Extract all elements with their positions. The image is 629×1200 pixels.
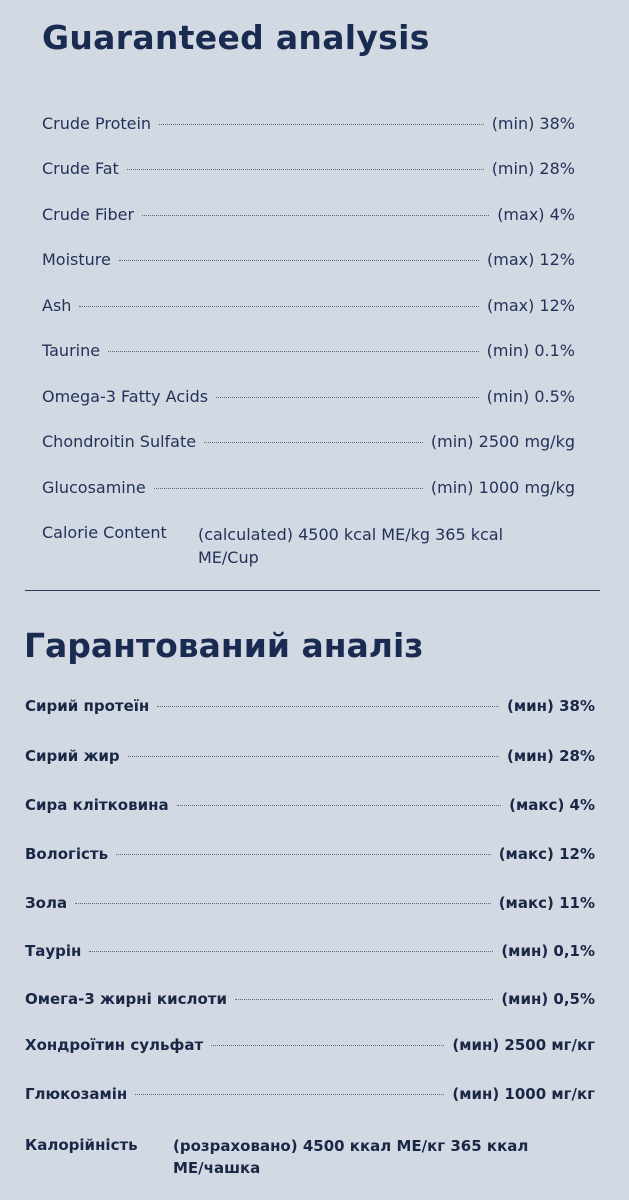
nutrient-value: (макс) 11%	[498, 894, 595, 912]
analysis-row	[42, 296, 575, 315]
nutrient-value: (мин) 38%	[507, 697, 595, 715]
nutrient-value: (max) 12%	[487, 296, 575, 315]
analysis-row	[25, 1036, 595, 1054]
dot-leader	[75, 903, 491, 904]
nutrient-label: Зола	[25, 894, 68, 912]
nutrient-label: Сирий жир	[25, 747, 120, 765]
nutrient-label: Crude Fiber	[42, 205, 135, 224]
analysis-row	[25, 1085, 595, 1103]
analysis-row	[25, 942, 595, 960]
section-title-en: Guaranteed analysis	[42, 18, 430, 57]
dot-leader	[119, 260, 479, 261]
nutrient-value: (мин) 28%	[507, 747, 595, 765]
nutrient-label: Глюкозамін	[25, 1085, 128, 1103]
nutrient-value: (min) 0.5%	[486, 387, 575, 406]
nutrient-label: Сирий протеїн	[25, 697, 150, 715]
nutrient-value: (мин) 0,5%	[501, 990, 595, 1008]
nutrient-value: (max) 12%	[487, 250, 575, 269]
calorie-value: (розраховано) 4500 ккал МЕ/кг 365 ккал МЕ/чашка	[173, 1137, 529, 1177]
nutrient-label: Omega-3 Fatty Acids	[42, 387, 209, 406]
nutrient-label: Crude Fat	[42, 159, 119, 178]
dot-leader	[154, 488, 423, 489]
analysis-row	[25, 990, 595, 1008]
dot-leader	[177, 805, 502, 806]
dot-leader	[108, 351, 479, 352]
nutrient-value: (min) 28%	[491, 159, 575, 178]
nutrient-value: (мин) 2500 мг/кг	[452, 1036, 595, 1054]
dot-leader	[216, 397, 479, 398]
calorie-label: Калорійність	[25, 1136, 138, 1154]
nutrient-value: (мин) 1000 мг/кг	[452, 1085, 595, 1103]
nutrient-label: Glucosamine	[42, 478, 146, 497]
dot-leader	[157, 706, 499, 707]
nutrient-label: Хондроїтин сульфат	[25, 1036, 204, 1054]
dot-leader	[211, 1045, 444, 1046]
nutrient-label: Омега-3 жирні кислоти	[25, 990, 228, 1008]
dot-leader	[79, 306, 479, 307]
analysis-row	[42, 159, 575, 178]
nutrient-value: (макс) 4%	[509, 796, 595, 814]
dot-leader	[142, 215, 489, 216]
analysis-row	[42, 478, 575, 497]
dot-leader	[204, 442, 423, 443]
analysis-row	[42, 432, 575, 451]
nutrient-value: (max) 4%	[497, 205, 575, 224]
nutrient-label: Вологість	[25, 845, 109, 863]
analysis-row	[25, 894, 595, 912]
analysis-row	[25, 747, 595, 765]
calorie-label: Calorie Content	[42, 523, 167, 542]
dot-leader	[235, 999, 493, 1000]
nutrient-label: Таурін	[25, 942, 82, 960]
dot-leader	[159, 124, 484, 125]
dot-leader	[116, 854, 491, 855]
nutrient-value: (макс) 12%	[498, 845, 595, 863]
nutrient-label: Ash	[42, 296, 72, 315]
nutrient-value: (min) 1000 mg/kg	[430, 478, 575, 497]
analysis-row	[25, 796, 595, 814]
dot-leader	[89, 951, 493, 952]
nutrient-label: Crude Protein	[42, 114, 152, 133]
dot-leader	[135, 1094, 444, 1095]
section-divider	[25, 590, 600, 591]
analysis-row	[42, 341, 575, 360]
nutrient-value: (min) 0.1%	[486, 341, 575, 360]
nutrient-value: (min) 38%	[491, 114, 575, 133]
nutrient-label: Taurine	[42, 341, 101, 360]
analysis-row	[42, 205, 575, 224]
nutrient-label: Chondroitin Sulfate	[42, 432, 197, 451]
nutrient-value: (мин) 0,1%	[501, 942, 595, 960]
calorie-value: (calculated) 4500 kcal ME/kg 365 kcal ME/Cup	[198, 525, 504, 568]
analysis-row	[25, 845, 595, 863]
analysis-row	[42, 250, 575, 269]
analysis-row	[42, 114, 575, 133]
nutrient-label: Moisture	[42, 250, 111, 269]
analysis-row	[42, 387, 575, 406]
calorie-row	[42, 523, 575, 569]
calorie-row	[25, 1136, 595, 1180]
nutrient-label: Сира клітковина	[25, 796, 169, 814]
section-title-uk: Гарантований аналіз	[24, 626, 424, 665]
nutrient-value: (min) 2500 mg/kg	[430, 432, 575, 451]
analysis-row	[25, 697, 595, 715]
dot-leader	[128, 756, 499, 757]
dot-leader	[127, 169, 484, 170]
